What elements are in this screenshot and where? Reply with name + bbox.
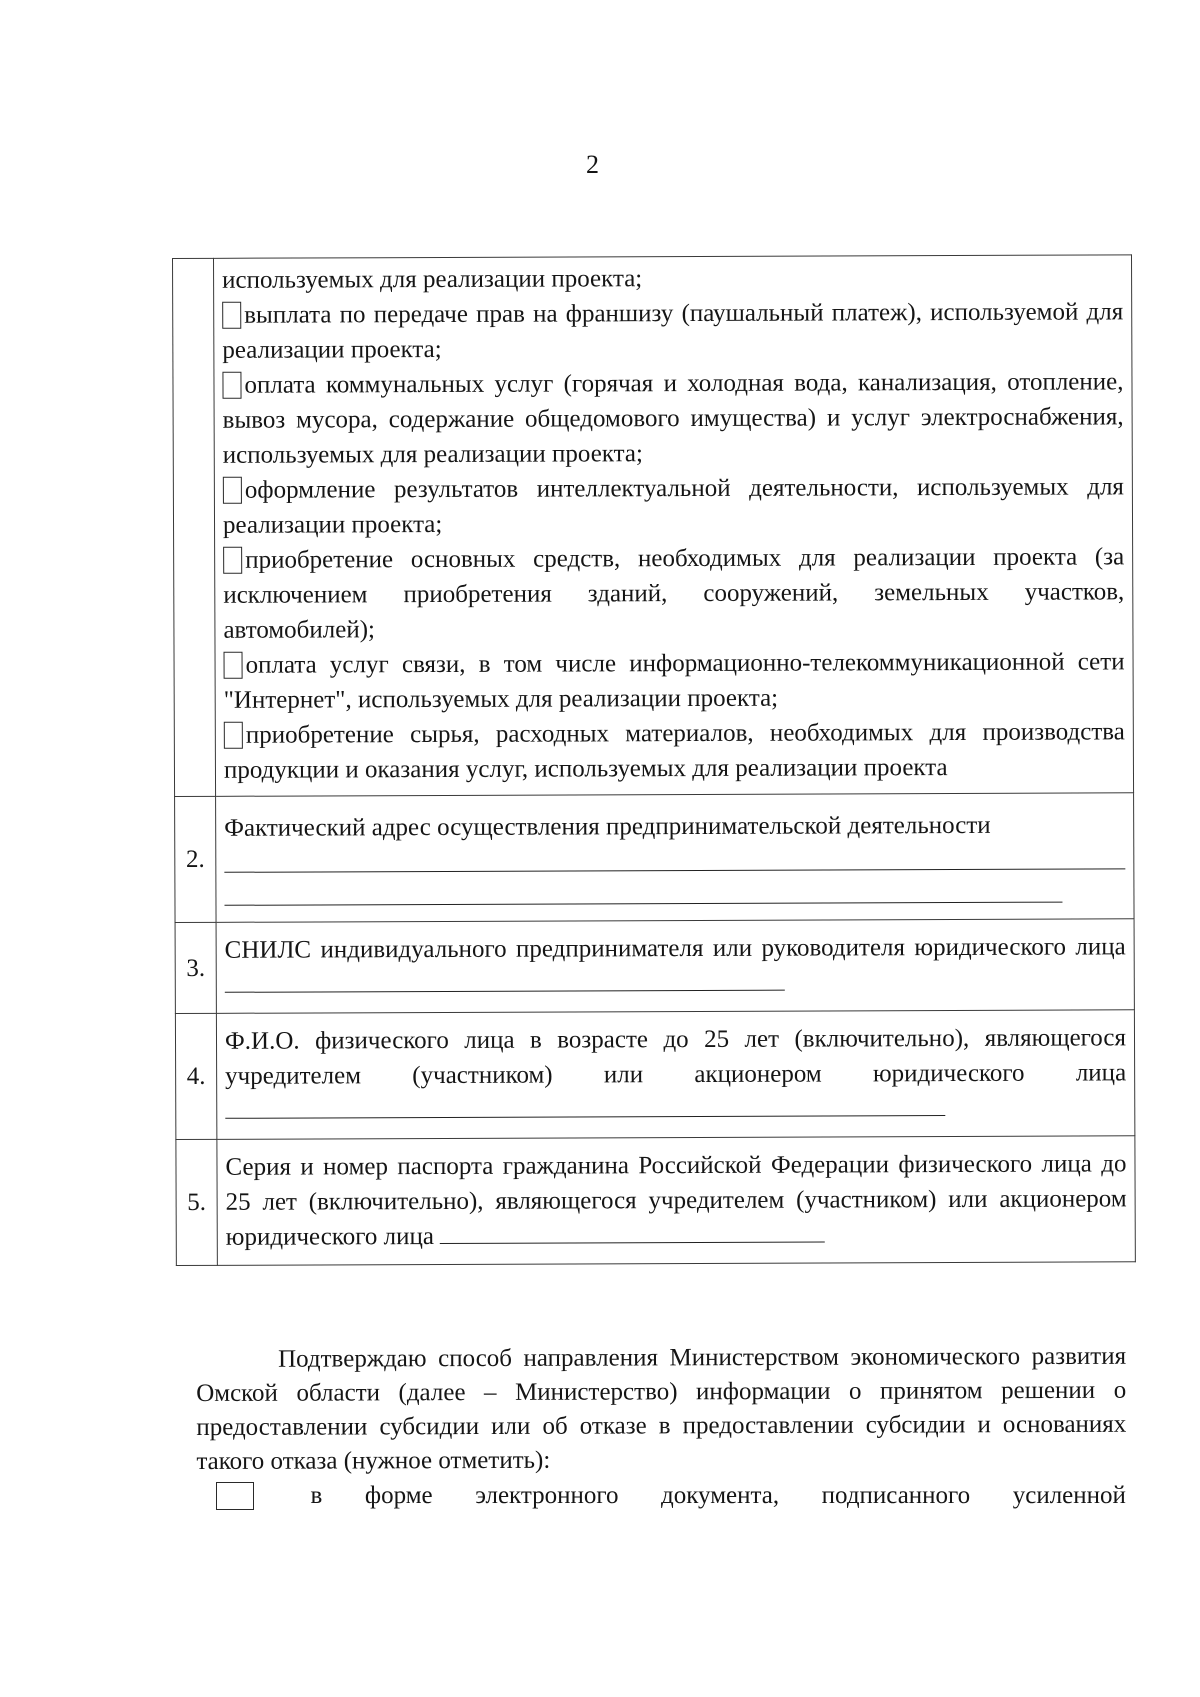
expense-option-label: оплата коммунальных услуг (горячая и холодная вода, канализация, отопление, вывоз мусора, содержание общедомового имущества) и услуг электроснабжения, используемых для реализации проекта; (222, 368, 1124, 469)
expense-option (224, 714, 1125, 787)
row-number: 3. (175, 922, 216, 1013)
expense-checkbox[interactable] (223, 477, 242, 504)
expense-option (223, 469, 1124, 542)
notification-checkbox[interactable] (216, 1482, 254, 1510)
expense-option-label: выплата по передаче прав на франшизу (паушальный платеж), используемой для реализации проекта; (222, 298, 1124, 364)
address-input-line[interactable] (224, 882, 1062, 906)
option-text: электронного (475, 1482, 619, 1509)
expense-checkbox[interactable] (222, 372, 241, 399)
table-row (175, 919, 1134, 1014)
passport-input-line[interactable] (440, 1217, 825, 1243)
expense-option (223, 539, 1124, 647)
address-label: Фактический адрес осуществления предпринимательской деятельности (224, 811, 991, 842)
expense-checkbox[interactable] (222, 302, 241, 329)
option-text: в (310, 1482, 323, 1509)
passport-cell (217, 1136, 1135, 1266)
expense-option (222, 294, 1123, 367)
founder-name-cell (216, 1010, 1134, 1140)
expense-checkbox[interactable] (223, 547, 242, 574)
page-number: 2 (586, 150, 599, 179)
confirmation-paragraph: Подтверждаю способ направления Министерством экономического развития Омской области (далее – Министерство) информации о принятом решении о предоставлении субсидии или об отказе в предоставлении субсидии и основаниях такого отказа (нужное отметить): (196, 1342, 1127, 1475)
founder-name-label: Ф.И.О. физического лица в возрасте до 25 лет (включительно), являющегося учредителем (участником) или акционером юридического лица (224, 1024, 1127, 1090)
address-input-line[interactable] (224, 848, 1125, 872)
option-text: форме (364, 1482, 433, 1509)
expense-option-label: оплата услуг связи, в том числе информационно-телекоммуникационной сети "Интернет", используемых для реализации проекта; (223, 648, 1125, 714)
row-number: 2. (175, 796, 216, 922)
expense-option-label: приобретение сырья, расходных материалов, необходимых для производства продукции и оказания услуг, используемых для реализации проекта (223, 718, 1125, 784)
expense-checkbox[interactable] (224, 722, 243, 749)
expense-option-label: приобретение основных средств, необходимых для реализации проекта (за исключением приобретения зданий, сооружений, земельных участков, автомобилей); (223, 543, 1125, 644)
expense-options-cell (214, 255, 1134, 797)
expense-lead-text: используемых для реализации проекта; (222, 265, 643, 294)
table-row (175, 1010, 1134, 1140)
snils-label: СНИЛС индивидуального предпринимателя или руководителя юридического лица (224, 933, 1126, 964)
passport-label: Серия и номер паспорта гражданина Российской Федерации физического лица до 25 лет (включительно), являющегося учредителем (участником) или акционером юридического лица (225, 1150, 1127, 1251)
row-number-cell (173, 258, 216, 796)
option-text: документа, (661, 1482, 780, 1509)
option-text: подписанного (821, 1482, 971, 1509)
table-row (173, 255, 1134, 797)
expense-option-label: оформление результатов интеллектуальной деятельности, используемых для реализации проекта; (222, 473, 1124, 539)
snils-cell (216, 919, 1134, 1014)
application-form-table (172, 254, 1136, 1266)
snils-input-line[interactable] (225, 966, 785, 993)
address-cell (216, 793, 1134, 923)
table-row (175, 793, 1134, 923)
founder-name-input-line[interactable] (225, 1091, 945, 1119)
expense-option (222, 364, 1123, 472)
row-number: 4. (175, 1013, 216, 1139)
expense-option (223, 644, 1124, 717)
row-number: 5. (176, 1139, 217, 1265)
option-text: усиленной (1012, 1482, 1126, 1509)
notification-option (216, 1479, 1126, 1513)
table-row (176, 1136, 1135, 1266)
expense-checkbox[interactable] (224, 652, 243, 679)
